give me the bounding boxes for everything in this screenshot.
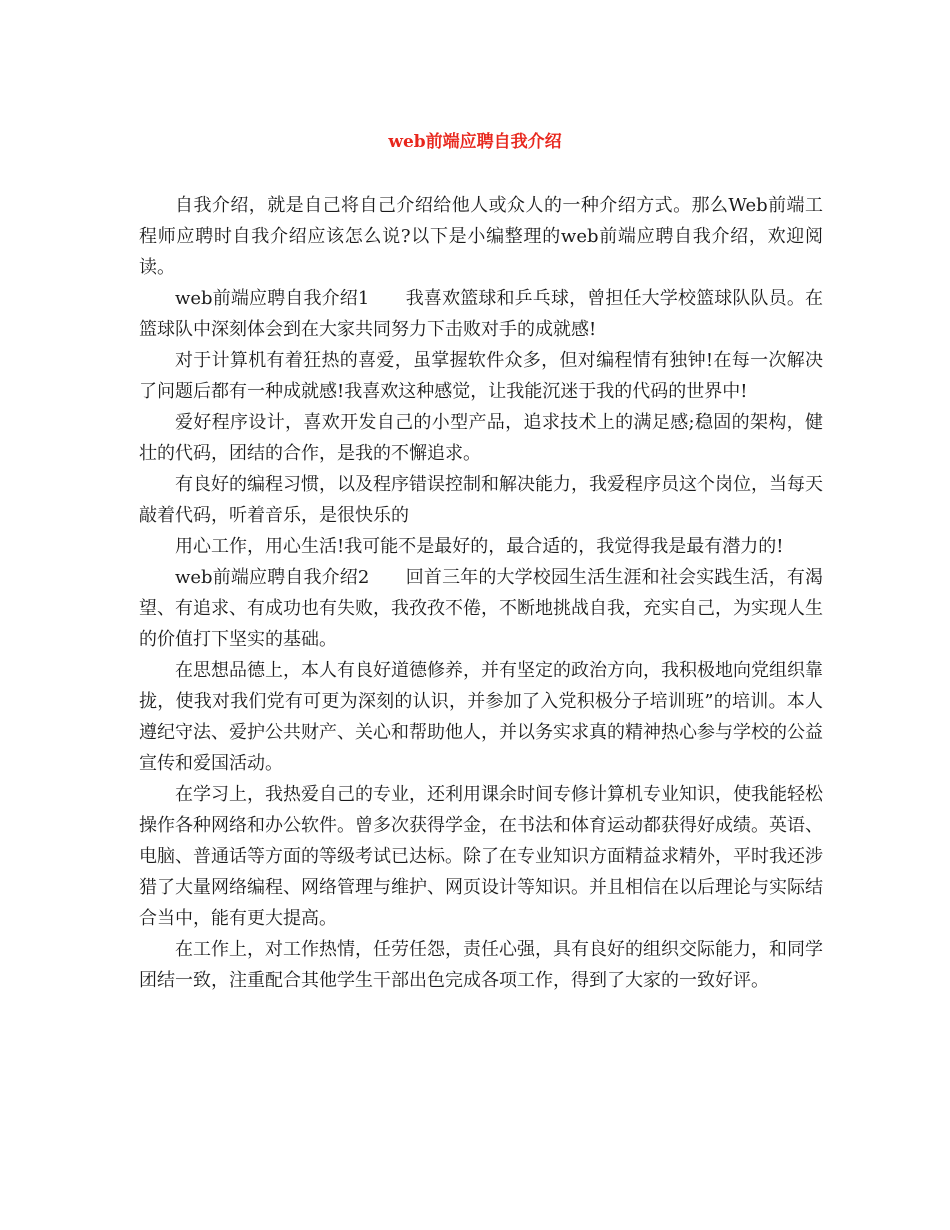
paragraph-morality: 在思想品德上，本人有良好道德修养，并有坚定的政治方向，我积极地向党组织靠拢，使我对我们党有可更为深刻的认识，并参加了入党积极分子培训班”的培训。本人遵纪守法、爱护公共财产、关心和帮助他人，并以务实求真的精神热心参与学校的公益宣传和爱国活动。 bbox=[139, 660, 823, 774]
paragraph-work-life: 用心工作，用心生活!我可能不是最好的，最合适的，我觉得我是最有潜力的! bbox=[175, 536, 784, 557]
document-body bbox=[139, 190, 823, 996]
paragraph-intro: 自我介绍，就是自己将自己介绍给他人或众人的一种介绍方式。那么Web前端工程师应聘时自我介绍应该怎么说?以下是小编整理的web前端应聘自我介绍，欢迎阅读。 bbox=[139, 195, 823, 278]
paragraph-section1-opening: web前端应聘自我介绍1 我喜欢篮球和乒乓球，曾担任大学校篮球队队员。在篮球队中深刻体会到在大家共同努力下击败对手的成就感! bbox=[139, 288, 823, 340]
paragraph-computer-passion: 对于计算机有着狂热的喜爱，虽掌握软件众多，但对编程情有独钟!在每一次解决了问题后都有一种成就感!我喜欢这种感觉，让我能沉迷于我的代码的世界中! bbox=[139, 350, 823, 402]
paragraph-work: 在工作上，对工作热情，任劳任怨，责任心强，具有良好的组织交际能力，和同学团结一致，注重配合其他学生干部出色完成各项工作，得到了大家的一致好评。 bbox=[139, 939, 823, 991]
document-title: web前端应聘自我介绍 bbox=[388, 132, 562, 152]
paragraph-study: 在学习上，我热爱自己的专业，还利用课余时间专修计算机专业知识，使我能轻松操作各种网络和办公软件。曾多次获得学金，在书法和体育运动都获得好成绩。英语、电脑、普通话等方面的等级考试已达标。除了在专业知识方面精益求精外，平时我还涉猎了大量网络编程、网络管理与维护、网页设计等知识。并且相信在以后理论与实际结合当中，能有更大提高。 bbox=[139, 784, 823, 929]
paragraph-coding-habits: 有良好的编程习惯，以及程序错误控制和解决能力，我爱程序员这个岗位，当每天敲着代码，听着音乐，是很快乐的 bbox=[139, 474, 823, 526]
paragraph-section2-opening: web前端应聘自我介绍2 回首三年的大学校园生活生涯和社会实践生活，有渴望、有追求、有成功也有失败，我孜孜不倦，不断地挑战自我，充实自己，为实现人生的价值打下坚实的基础。 bbox=[139, 567, 823, 650]
paragraph-programming-hobby: 爱好程序设计，喜欢开发自己的小型产品，追求技术上的满足感;稳固的架构，健壮的代码，团结的合作，是我的不懈追求。 bbox=[139, 412, 823, 464]
